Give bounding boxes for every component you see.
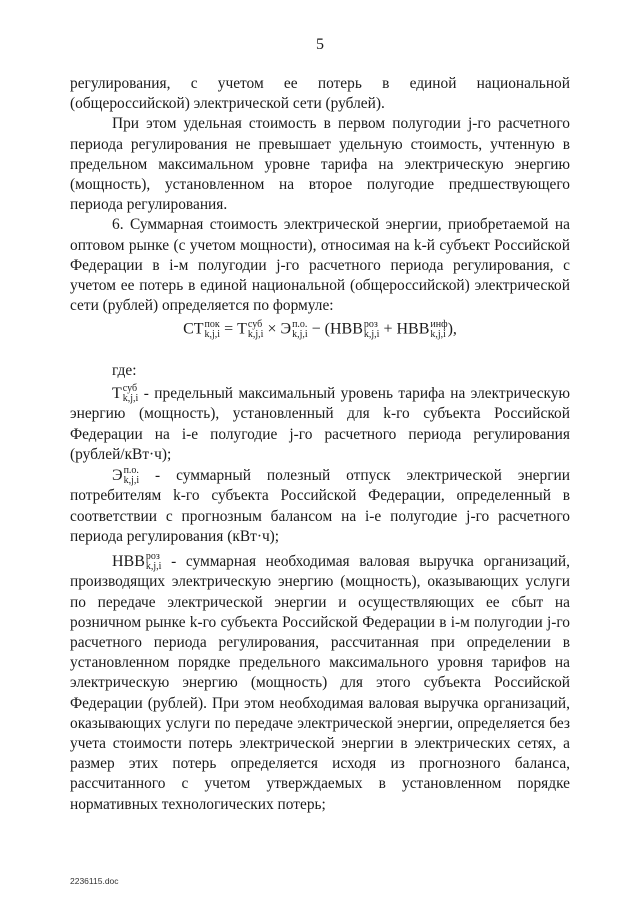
def-symbol-e: Э п.о. k,j,i	[112, 465, 140, 487]
formula: СТ пок k,j,i = Т суб k,j,i × Э п.о. k,j,i − (НВВ роз k,j,i + НВВ инф k,j,i ),	[183, 319, 457, 340]
formula-nvv-roz-indices: роз k,j,i	[363, 319, 380, 340]
def-symbol-t: Т суб k,j,i	[112, 383, 139, 405]
formula-ct: СТ	[183, 320, 204, 338]
paragraph-text: При этом удельная стоимость в первом полугодии j-го расчетного периода регулирования не превышает удельную стоимость, учтенную в предельном максимальном уровне тарифа на электрическую энергию (мощность), установленном на второе полугодие предшествующего	[70, 115, 570, 194]
definition-text: потребителям k-го субъекта Российской Федерации, определенный в соответствии с прогнозным балансом на i-е полугодие j-го расчетного	[70, 487, 570, 525]
definition-text: производящих электрическую энергию (мощность), оказывающих услуги по передаче электрической энергии и осуществляющих ее сбыт на розничном рынке k-го субъекта Российской Федерации в i-м полугодии j-го расчетного периода регулирования, рассчитанная при определении в установленном порядке предельного максимального уровня тарифов на электрическую энергию (мощность) для этого субъекта Российской Федерации (рублей). При этом необходимая валовая выручка организаций, оказывающих услуги по передаче электрической энергии, определяется без учета стоимости потерь электрической энергии в электрических сетях, а размер этих потерь определяется исходя из прогнозного баланса, рассчитанного с учетом утверждаемых в установленном порядке	[70, 573, 570, 793]
formula-nvv-roz: НВВ	[329, 320, 363, 338]
definition-nvv: НВВ роз k,j,i - суммарная необходимая валовая выручка организаций, производящих электрическую энергию (мощность), оказывающих услуги по передаче электрической энергии и осуществляющих ее сбыт на розничном рынке k-го субъекта Российской Федерации в i-м полугодии j-го расчетного периода регулирования, рассчитанная при определении в установленном порядке предельного максимального уровня тарифов на электрическую энергию (мощность) для этого субъекта Российской Федерации (рублей). При этом необходимая валовая выручка организаций, оказывающих услуги по передаче электрической энергии, определяется без учета стоимости потерь электрической энергии в электрических сетях, а размер этих потерь определяется исходя из прогнозного баланса, рассчитанного с учетом утверждаемых в установленном порядке нормативных технологических потерь;	[70, 552, 570, 815]
formula-t: Т	[237, 320, 247, 338]
formula-e-indices: п.о. k,j,i	[292, 319, 308, 340]
definition-text: нормативных технологических потерь;	[70, 795, 326, 813]
paragraph-line: (общероссийской) электрической сети (рублей).	[70, 95, 385, 113]
footer-filename: 2236115.doc	[70, 876, 119, 886]
page-number: 5	[316, 36, 324, 53]
definition-text: (рублей/кВт·ч);	[70, 445, 172, 463]
definition-text: энергию (мощность), установленный для k-го субъекта Российской Федерации на i-е полугодие j-го расчетного периода регулирования	[70, 405, 570, 443]
paragraph-text: 6. Суммарная стоимость электрической энергии, приобретаемой на оптовом рынке (с учетом мощности), относимая на k-й субъект Российской Федерации в i-м полугодии j-го расчетного периода регулирования, с учетом ее потерь в единой национальной (общероссийской) электрической	[70, 216, 570, 295]
definition-e: Э п.о. k,j,i - суммарный полезный отпуск электрической энергии потребителям k-го субъекта Российской Федерации, определенный в соответствии с прогнозным балансом на i-е полугодие j-го расчетного периода регулирования (кВт·ч);	[70, 466, 570, 547]
definition-t: Т суб k,j,i - предельный максимальный уровень тарифа на электрическую энергию (мощность), установленный для k-го субъекта Российской Федерации на i-е полугодие j-го расчетного периода регулирования (рублей/кВт·ч);	[70, 384, 570, 465]
def-symbol-nvv: НВВ роз k,j,i	[112, 551, 162, 573]
formula-t-indices: суб k,j,i	[247, 319, 264, 340]
formula-ct-indices: пок k,j,i	[204, 319, 221, 340]
paragraph-unit-cost	[70, 114, 570, 195]
paragraph-line: регулирования, с учетом ее потерь в единой национальной	[70, 75, 570, 92]
paragraph-item-6	[70, 215, 570, 296]
paragraph-line: сети (рублей) определяется по формуле:	[70, 297, 334, 315]
formula-e: Э	[280, 320, 292, 338]
where-label: где:	[112, 362, 137, 379]
paragraph-line: периода регулирования.	[70, 196, 228, 214]
body-text	[70, 74, 570, 316]
formula-nvv-inf: НВВ	[396, 320, 430, 338]
formula-nvv-inf-indices: инф k,j,i	[430, 319, 448, 340]
definition-text: периода регулирования (кВт·ч);	[70, 527, 280, 545]
